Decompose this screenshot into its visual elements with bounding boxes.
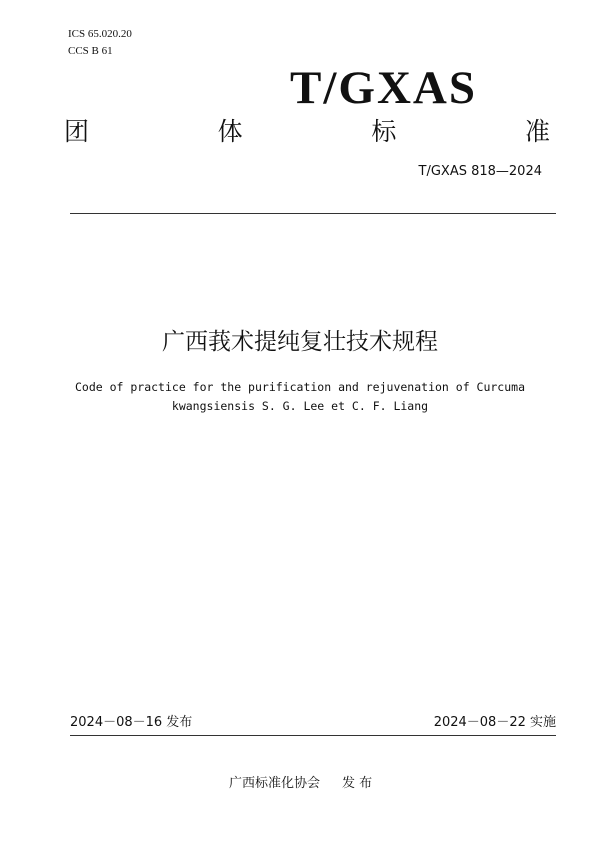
document-title-en-line: kwangsiensis S. G. Lee et C. F. Liang	[171, 399, 429, 413]
document-title-en	[20, 378, 580, 416]
classification-codes	[68, 26, 132, 60]
standard-type-char: 团	[64, 117, 90, 146]
publish-label: 发 布	[342, 776, 373, 791]
standard-type	[64, 116, 550, 148]
publisher-name: 广西标准化协会	[229, 776, 321, 791]
publisher-line	[229, 775, 372, 793]
header-divider	[70, 213, 556, 214]
standard-number: T/GXAS 818—2024	[418, 164, 542, 179]
document-title-en-line: Code of practice for the purification and rejuvenation of Curcuma	[74, 380, 526, 394]
standard-type-char: 准	[524, 117, 550, 146]
issue-date: 2024－08－16 发布	[70, 715, 193, 730]
ics-code: ICS 65.020.20	[68, 28, 132, 40]
implementation-date: 2024－08－22 实施	[433, 715, 556, 730]
standard-type-char: 标	[371, 117, 397, 146]
standard-type-char: 体	[217, 117, 243, 146]
footer-divider	[70, 735, 556, 736]
ccs-code: CCS B 61	[68, 45, 113, 57]
document-title-zh: 广西莪术提纯复壮技术规程	[162, 329, 438, 355]
standard-logo: T/GXAS	[290, 62, 477, 114]
